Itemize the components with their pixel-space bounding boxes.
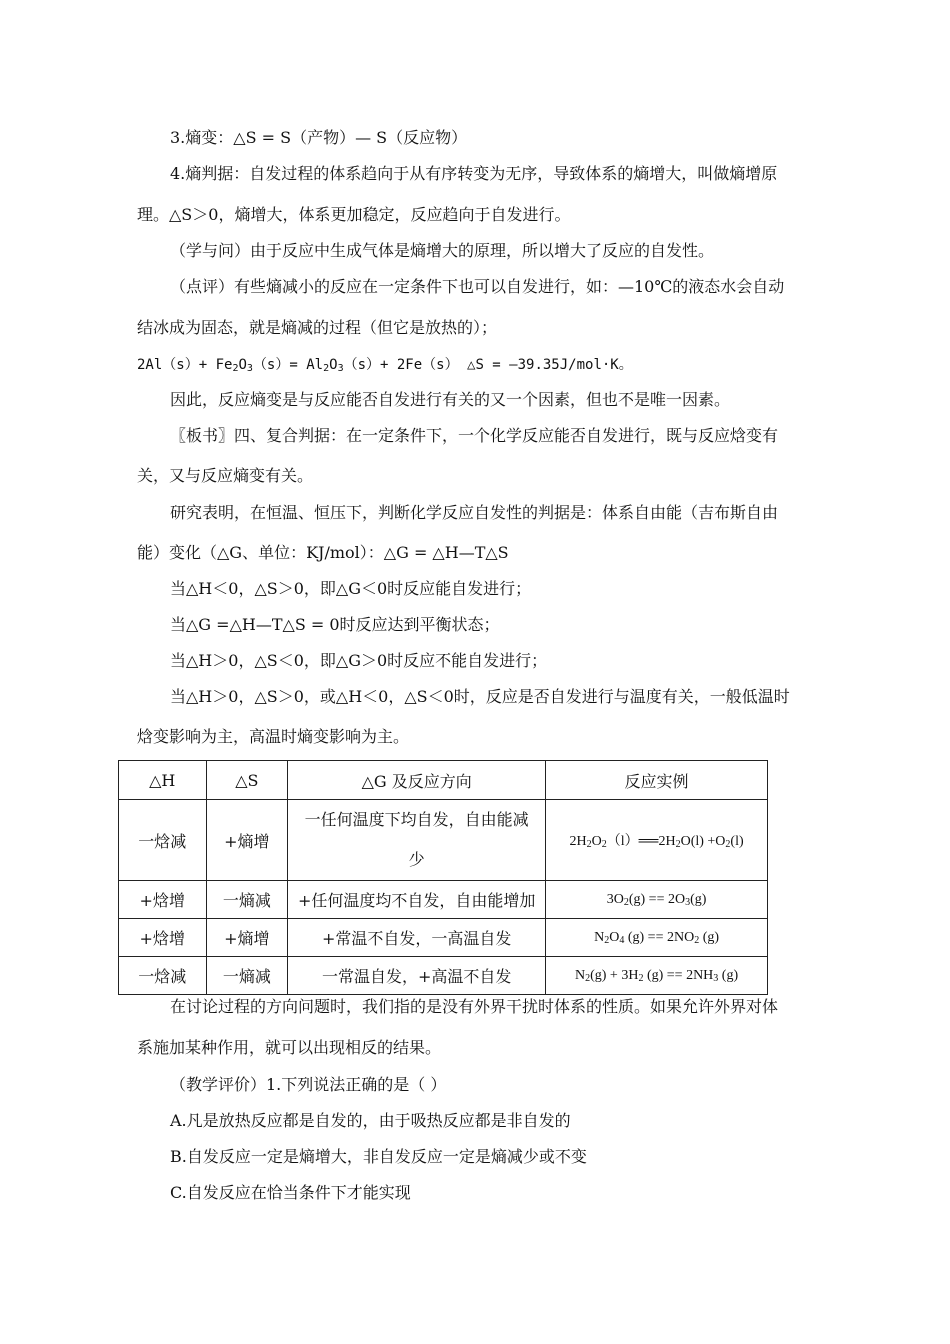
conclusion-line: 因此，反应熵变是与反应能否自发进行有关的又一个因素，但也不是唯一因素。 [170,390,731,409]
judgement-table [118,760,768,995]
research-line-2: 能）变化（△G、单位：KJ/mol）：△G = △H—T△S [137,543,509,562]
cell-dg-line-1: 一任何温度下均自发，自由能减 [304,810,529,829]
header-ds: △S [206,761,288,800]
condition-3: 当△H＞0，△S＜0，即△G＞0时反应不能自发进行； [170,651,548,670]
cell-dh: +焓增 [119,881,207,919]
discussion-line-2: 系施加某种作用，就可以出现相反的结果。 [137,1038,442,1057]
table-row [119,957,768,995]
condition-4-line-2: 焓变影响为主，高温时熵变影响为主。 [137,727,410,746]
cell-dh: 一焓减 [119,957,207,995]
condition-1: 当△H＜0，△S＞0，即△G＜0时反应能自发进行； [170,579,532,598]
cell-example: $2H_2O_2(l)══2H_2O(l) +O_2(l)$ [546,800,768,881]
option-a: A.凡是放热反应都是自发的，由于吸热反应都是非自发的 [170,1111,571,1130]
cell-dg [288,800,546,881]
condition-4-line-1: 当△H＞0，△S＞0，或△H＜0，△S＜0时，反应是否自发进行与温度有关，一般低温时 [170,687,790,706]
cell-dg: +任何温度均不自发，自由能增加 [288,881,546,919]
cell-ds: 一熵减 [206,881,288,919]
entropy-criterion-line-1: 4.熵判据：自发过程的体系趋向于从有序转变为无序，导致体系的熵增大，叫做熵增原 [170,164,778,183]
table-row [119,919,768,957]
option-b: B.自发反应一定是熵增大，非自发反应一定是熵减少或不变 [170,1147,587,1166]
cell-ds: +熵增 [206,800,288,881]
cell-ds: 一熵减 [206,957,288,995]
header-dh: △H [119,761,207,800]
comment-line-1: （点评）有些熵减小的反应在一定条件下也可以自发进行，如：—10℃的液态水会自动 [170,277,785,296]
condition-2: 当△G =△H—T△S = 0时反应达到平衡状态； [170,615,500,634]
discussion-line-1: 在讨论过程的方向问题时，我们指的是没有外界干扰时体系的性质。如果允许外界对体 [170,997,779,1016]
table-row [119,881,768,919]
evaluation-question: （教学评价）1.下列说法正确的是（ ） [170,1075,447,1094]
header-example: 反应实例 [546,761,768,800]
table-header-row [119,761,768,800]
entropy-criterion-line-2: 理。△S＞0，熵增大，体系更加稳定，反应趋向于自发进行。 [137,205,571,224]
comment-line-2: 结冰成为固态，就是熵减的过程（但它是放热的）； [137,318,498,337]
research-line-1: 研究表明，在恒温、恒压下，判断化学反应自发性的判据是：体系自由能（吉布斯自由 [170,503,779,522]
reaction-equation-line: $2Al(s)+ Fe_2O_3(s)= Al_2O_3(s)+ 2Fe(s)$ △S = —39.35J/mol·K。 [137,357,633,374]
cell-ds: +熵增 [206,919,288,957]
header-dg: △G 及反应方向 [288,761,546,800]
entropy-change-definition: 3.熵变：△S = S（产物）— S（反应物） [170,128,468,147]
cell-example: $N_2O_4$ $(g) == 2NO_2$ (g) [546,919,768,957]
cell-example: $3O_2(g) == 2O_3(g)$ [546,881,768,919]
cell-dh: 一焓减 [119,800,207,881]
board-note-line-1: 〖板书〗四、复合判据：在一定条件下，一个化学反应能否自发进行，既与反应焓变有 [170,426,779,445]
study-question-note: （学与问）由于反应中生成气体是熵增大的原理，所以增大了反应的自发性。 [170,241,715,260]
cell-dh: +焓增 [119,919,207,957]
cell-dg: +常温不自发，一高温自发 [288,919,546,957]
cell-dg-line-2: 少 [408,850,425,869]
cell-dg: 一常温自发，+高温不自发 [288,957,546,995]
table-row [119,800,768,881]
option-c: C.自发反应在恰当条件下才能实现 [170,1183,411,1202]
cell-example: $N_2(g) + 3H_2$ $(g) == 2NH_3$ (g) [546,957,768,995]
board-note-line-2: 关，又与反应熵变有关。 [137,466,314,485]
